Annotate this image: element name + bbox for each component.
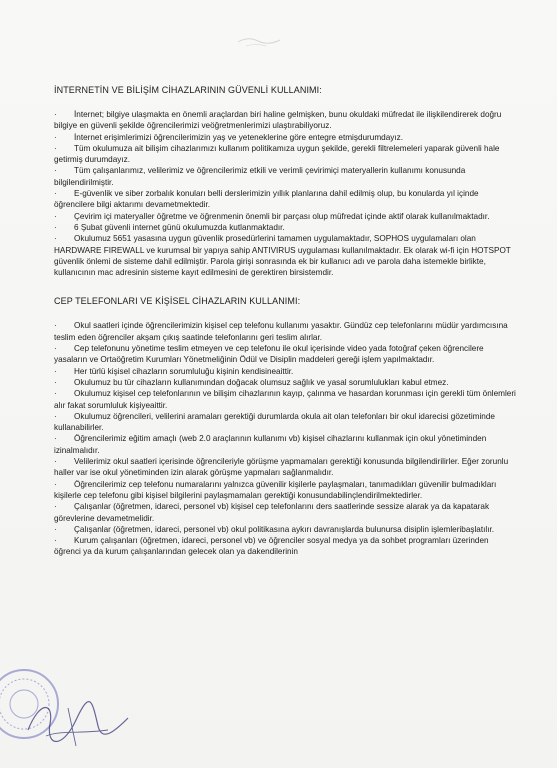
internet-rule-item bbox=[54, 143, 516, 166]
bullet-marker: · bbox=[54, 321, 57, 331]
phone-rule-item-text: Okul saatleri içinde öğrencilerimizin kişisel cep telefonu kullanımı yasaktır. Gündüz cep telefonlarını müdür yardımcısına teslim eden öğrenciler akşam çıkış saatinde telefonlarını geri teslim alırlar. bbox=[54, 321, 508, 342]
internet-rule-item bbox=[54, 222, 516, 233]
phone-rule-item bbox=[54, 377, 516, 388]
phone-rule-item-text: Öğrencilerimiz cep telefonu numaralarını yalnızca güvenilir kişilerle paylaşmaları, tanımadıkları güvenilir bulmadıkları kişilerle cep telefonu gibi kişisel bilgilerini paylaşmamaları gerektiği konusundabilinçlendirilmektedirler. bbox=[54, 479, 497, 500]
document-body bbox=[54, 85, 516, 558]
bullet-marker: · bbox=[54, 434, 57, 444]
internet-rule-item bbox=[54, 188, 516, 211]
phone-rules-list bbox=[54, 320, 516, 557]
bullet-marker: · bbox=[54, 524, 57, 534]
internet-rule-item-text: İnternet erişimlerimizi öğrencilerimizin yaş ve yeteneklerine göre entegre etmişdurumdayız. bbox=[74, 132, 403, 142]
bullet-marker: · bbox=[54, 457, 57, 467]
bullet-marker: · bbox=[54, 132, 57, 142]
internet-rule-item-text: İnternet; bilgiye ulaşmakta en önemli araçlardan biri haline gelmişken, bunu okuldaki müfredat ile ilişkilendirerek doğru bilgiye en güvenli şekilde öğrencilerimizi veöğretmenlerimizi ulaştırabiliyoruz. bbox=[54, 110, 502, 131]
phone-rule-item bbox=[54, 433, 516, 456]
bullet-marker: · bbox=[54, 366, 57, 376]
scan-smudge bbox=[236, 34, 286, 50]
phone-rule-item bbox=[54, 366, 516, 377]
bullet-marker: · bbox=[54, 377, 57, 387]
phone-rule-item-text: Cep telefonunu yönetime teslim etmeyen ve cep telefonu ile okul içerisinde video yada fotoğraf çeken öğrencilere yasaların ve Ortaöğretim Kurumları Yönetmeliğinin Ödül ve Disiplin maddeleri gereği işlem yapılmaktadır. bbox=[54, 344, 484, 365]
bullet-marker: · bbox=[54, 389, 57, 399]
bullet-marker: · bbox=[54, 189, 57, 199]
phone-rule-item bbox=[54, 524, 516, 535]
section-title-phones: CEP TELEFONLARI VE KİŞİSEL CİHAZLARIN KULLANIMI: bbox=[54, 296, 301, 307]
bullet-marker: · bbox=[54, 479, 57, 489]
bullet-marker: · bbox=[54, 411, 57, 421]
phone-rule-item-text: Çalışanlar (öğretmen, idareci, personel vb) okul politikasına aykırı davranışlarda bulunursa disiplin işlemleribaşlatılır. bbox=[74, 524, 495, 534]
section-title-internet: İNTERNETİN VE BİLİŞİM CİHAZLARININ GÜVENLİ KULLANIMI: bbox=[54, 85, 322, 95]
bullet-marker: · bbox=[54, 536, 57, 546]
phone-rule-item-text: Okulumuz bu tür cihazların kullanımından doğacak olumsuz sağlık ve yasal sorumlulukları kabul etmez. bbox=[74, 377, 449, 387]
phone-rule-item bbox=[54, 501, 516, 524]
internet-rule-item bbox=[54, 109, 516, 132]
internet-rule-item-text: 6 Şubat güvenli internet günü okulumuzda kutlanmaktadır. bbox=[74, 222, 285, 232]
internet-rule-item bbox=[54, 132, 516, 143]
bullet-marker: · bbox=[54, 211, 57, 221]
phone-rule-item-text: Çalışanlar (öğretmen, idareci, personel vb) kişisel cep telefonlarını ders saatlerinde sessize alarak ya da kapatarak görevlerine devametmelidir. bbox=[54, 502, 490, 523]
phone-rule-item bbox=[54, 479, 516, 502]
internet-rule-item bbox=[54, 211, 516, 222]
internet-rule-item bbox=[54, 233, 516, 278]
internet-rule-item-text: E-güvenlik ve siber zorbalık konuları belli derslerimizin yıllık planlarına dahil edilmiş olup, bu konularda yıl içinde öğrencilere bilgi aktarımı devametmektedir. bbox=[54, 189, 479, 210]
phone-rule-item-text: Her türlü kişisel cihazların sorumluluğu kişinin kendisineaittir. bbox=[74, 366, 294, 376]
phone-rule-item bbox=[54, 535, 516, 558]
bullet-marker: · bbox=[54, 110, 57, 119]
internet-rule-item-text: Tüm çalışanlarımız, velilerimiz ve öğrencilerimiz etkili ve verimli çevirimiçi materyallerin kullanımı konusunda bilgilendirilmiştir. bbox=[54, 166, 466, 187]
phone-rule-item bbox=[54, 456, 516, 479]
phone-rule-item-text: Kurum çalışanları (öğretmen, idareci, personel vb) ve öğrenciler sosyal medya ya da sohbet programları üzerinden öğrenci ya da kurum çalışanlarından gelecek olan ya dakendilerinin bbox=[54, 536, 489, 557]
bullet-marker: · bbox=[54, 502, 57, 512]
phone-rule-item bbox=[54, 411, 516, 434]
phone-rule-item-text: Okulumuz kişisel cep telefonlarının ve bilişim cihazlarının kayıp, çalınma ve hasardan korunması için gerekli tüm önlemleri alır fakat sorumluluk kişiyeaittir. bbox=[54, 389, 516, 410]
internet-rule-item-text: Okulumuz 5651 yasasına uygun güvenlik prosedürlerini tamamen uygulamaktadır, SOPHOS uygulamaları olan HARDWARE FIREWALL ve kurumsal bir yapıya sahip ANTIVIRUS uygulaması kullanılmaktadır. Ek olarak wi-fi için HOTSPOT güvenlik önlemi de sisteme dahil edilmiştir. Parola girişi sonrasında ek bir kullanıcı adı ve parola daha istemekle birlikte, kullanıcının mac adresinin sisteme kayıt edilmesini de gerektiren birsistemdir. bbox=[54, 234, 511, 278]
bullet-marker: · bbox=[54, 166, 57, 176]
bullet-marker: · bbox=[54, 143, 57, 153]
bullet-marker: · bbox=[54, 234, 57, 244]
phone-rule-item bbox=[54, 343, 516, 366]
internet-rule-item-text: Çevirim içi materyaller öğretme ve öğrenmenin önemli bir parçası olup müfredat içinde aktif olarak kullanılmaktadır. bbox=[74, 211, 490, 221]
phone-rule-item-text: Velilerimiz okul saatleri içerisinde öğrencileriyle görüşme yapmamaları gerektiği konusunda bilgilendirilirler. Eğer zorunlu haller var ise okul yönetiminden izin alarak görüşme yapmaları sağlanmalıdır. bbox=[54, 457, 509, 478]
internet-rule-item bbox=[54, 165, 516, 188]
phone-rule-item-text: Okulumuz öğrencileri, velilerini aramaları gerektiği durumlarda okula ait olan telefonları bir okul idarecisi gözetiminde kullanabilirler. bbox=[54, 411, 495, 433]
internet-rule-item-text: Tüm okulumuza ait bilişim cihazlarımızı kullanım politikamıza uygun şekilde, gerekli filtrelemeleri yaparak güvenli hale getirmiş durumdayız. bbox=[54, 143, 500, 165]
bullet-marker: · bbox=[54, 222, 57, 232]
phone-rule-item bbox=[54, 320, 516, 343]
internet-rules-list bbox=[54, 109, 516, 278]
phone-rule-item-text: Öğrencilerimiz eğitim amaçlı (web 2.0 araçlarının kullanımı vb) kişisel cihazlarını kullanmak için okul yönetiminden izinalmalıdır. bbox=[54, 434, 487, 455]
phone-rule-item bbox=[54, 388, 516, 411]
handwritten-signature bbox=[20, 690, 140, 760]
bullet-marker: · bbox=[54, 344, 57, 354]
